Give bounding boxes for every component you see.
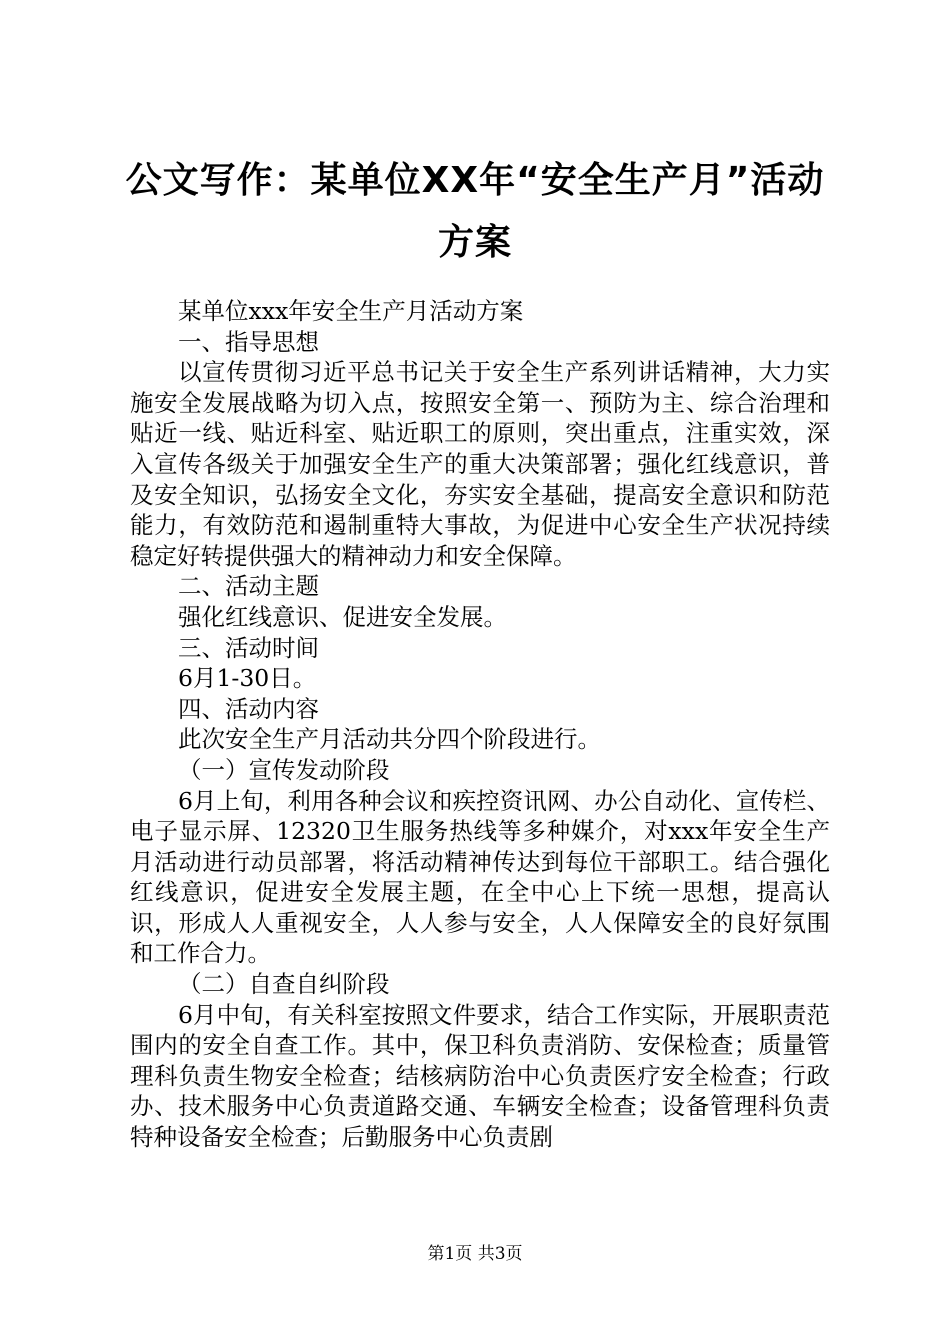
page-number: 第1页 共3页 — [427, 1244, 523, 1264]
paragraph-subtitle: 某单位xxx年安全生产月活动方案 — [178, 297, 524, 325]
heading-activity-time: 三、活动时间 — [178, 633, 319, 662]
document-title: 公文写作：某单位XX年“安全生产月”活动方案 — [125, 160, 825, 263]
heading-stage-one: （一）宣传发动阶段 — [178, 755, 390, 784]
paragraph-activity-content: 此次安全生产月活动共分四个阶段进行。 — [178, 725, 601, 754]
paragraph-activity-time: 6月1-30日。 — [178, 664, 317, 693]
paragraph-activity-theme: 强化红线意识、促进安全发展。 — [178, 602, 507, 631]
paragraph-stage-one: 6月上旬，利用各种会议和疾控资讯网、办公自动化、宣传栏、电子显示屏、12320卫生服务热线等多种媒介，对xxx年安全生产月活动进行动员部署，将活动精神传达到每位干部职工。结合强化红线意识，促进安全发展主题，在全中心上下统一思想，提高认识，形成人人重视安全，人人参与安全，人人保障安全的良好氛围和工作合力。 — [130, 786, 830, 968]
paragraph-guiding-thought: 以宣传贯彻习近平总书记关于安全生产系列讲话精神，大力实施安全发展战略为切入点，按照安全第一、预防为主、综合治理和贴近一线、贴近科室、贴近职工的原则，突出重点，注重实效，深入宣传各级关于加强安全生产的重大决策部署；强化红线意识，普及安全知识，弘扬安全文化，夯实安全基础，提高安全意识和防范能力，有效防范和遏制重特大事故，为促进中心安全生产状况持续稳定好转提供强大的精神动力和安全保障。 — [130, 358, 830, 570]
heading-activity-content: 四、活动内容 — [178, 694, 319, 723]
heading-stage-two: （二）自查自纠阶段 — [178, 970, 390, 999]
heading-activity-theme: 二、活动主题 — [178, 572, 319, 601]
heading-guiding-thought: 一、指导思想 — [178, 327, 319, 356]
paragraph-stage-two: 6月中旬，有关科室按照文件要求，结合工作实际，开展职责范围内的安全自查工作。其中，保卫科负责消防、安保检查；质量管理科负责生物安全检查；结核病防治中心负责医疗安全检查；行政办、技术服务中心负责道路交通、车辆安全检查；设备管理科负责特种设备安全检查；后勤服务中心负责剧 — [130, 1000, 830, 1152]
document-body — [130, 296, 830, 1153]
